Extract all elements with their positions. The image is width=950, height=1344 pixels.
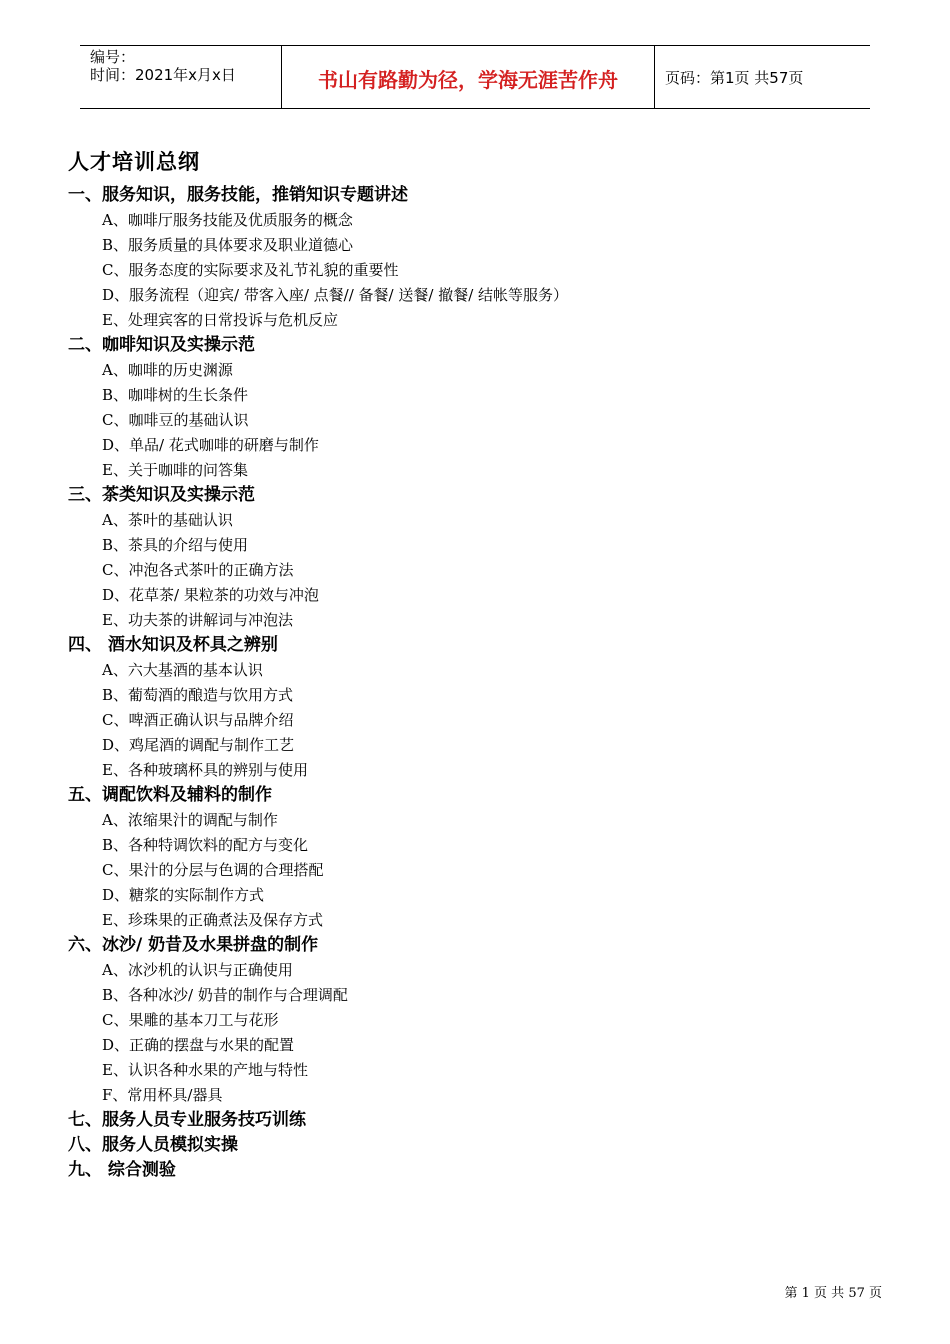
- outline-item: C、冲泡各式茶叶的正确方法: [102, 561, 294, 579]
- outline-item: D、单品/ 花式咖啡的研磨与制作: [102, 436, 319, 454]
- header-page-number: 页码：第1页 共57页: [665, 69, 804, 87]
- section-heading: 六、冰沙/ 奶昔及水果拼盘的制作: [68, 935, 319, 955]
- section-heading: 九、 综合测验: [68, 1160, 176, 1180]
- section-heading: 二、咖啡知识及实操示范: [68, 335, 255, 355]
- outline-item: A、六大基酒的基本认识: [102, 661, 263, 679]
- section-heading: 八、服务人员模拟实操: [68, 1135, 238, 1155]
- outline-item: C、咖啡豆的基础认识: [102, 411, 249, 429]
- outline-item: E、处理宾客的日常投诉与危机反应: [102, 311, 338, 329]
- section-heading: 五、调配饮料及辅料的制作: [68, 785, 272, 805]
- outline-item: B、各种特调饮料的配方与变化: [102, 836, 309, 854]
- section-heading: 一、服务知识，服务技能，推销知识专题讲述: [68, 185, 408, 205]
- section-heading: 七、服务人员专业服务技巧训练: [68, 1110, 306, 1130]
- training-outline: [68, 183, 868, 1183]
- section-heading: 三、茶类知识及实操示范: [68, 485, 255, 505]
- header-meta-cell: [80, 46, 280, 108]
- document-time-label: 时间：2021年x月x日: [90, 66, 236, 84]
- outline-item: A、咖啡厅服务技能及优质服务的概念: [102, 211, 353, 229]
- outline-item: E、功夫茶的讲解词与冲泡法: [102, 611, 293, 629]
- outline-item: B、茶具的介绍与使用: [102, 536, 249, 554]
- outline-item: C、服务态度的实际要求及礼节礼貌的重要性: [102, 261, 399, 279]
- outline-item: A、冰沙机的认识与正确使用: [102, 961, 293, 979]
- header-table: [80, 45, 870, 109]
- outline-item: B、咖啡树的生长条件: [102, 386, 249, 404]
- outline-item: C、果汁的分层与色调的合理搭配: [102, 861, 324, 879]
- outline-item: D、花草茶/ 果粒茶的功效与冲泡: [102, 586, 319, 604]
- page-footer: 第 1 页 共 57 页: [784, 1286, 882, 1301]
- section-heading: 四、 酒水知识及杯具之辨别: [68, 635, 278, 655]
- outline-item: A、茶叶的基础认识: [102, 511, 233, 529]
- outline-item: F、常用杯具/器具: [102, 1086, 223, 1104]
- header-motto: 书山有路勤为径，学海无涯苦作舟: [318, 68, 618, 92]
- outline-item: D、服务流程（迎宾/ 带客入座/ 点餐// 备餐/ 送餐/ 撤餐/ 结帐等服务）: [102, 286, 569, 304]
- outline-item: D、糖浆的实际制作方式: [102, 886, 265, 904]
- outline-item: E、认识各种水果的产地与特性: [102, 1061, 308, 1079]
- document-title: 人才培训总纲: [68, 150, 200, 174]
- outline-item: E、关于咖啡的问答集: [102, 461, 248, 479]
- outline-item: D、鸡尾酒的调配与制作工艺: [102, 736, 295, 754]
- outline-item: A、咖啡的历史渊源: [102, 361, 233, 379]
- header-page-cell: [655, 46, 870, 108]
- outline-item: C、果雕的基本刀工与花形: [102, 1011, 279, 1029]
- document-number-label: 编号：: [90, 48, 136, 66]
- header-motto-cell: [281, 46, 655, 108]
- outline-item: E、珍珠果的正确煮法及保存方式: [102, 911, 323, 929]
- outline-item: E、各种玻璃杯具的辨别与使用: [102, 761, 308, 779]
- outline-item: B、各种冰沙/ 奶昔的制作与合理调配: [102, 986, 348, 1004]
- outline-item: D、正确的摆盘与水果的配置: [102, 1036, 295, 1054]
- outline-item: C、啤酒正确认识与品牌介绍: [102, 711, 294, 729]
- outline-item: A、浓缩果汁的调配与制作: [102, 811, 278, 829]
- outline-item: B、葡萄酒的酿造与饮用方式: [102, 686, 294, 704]
- outline-item: B、服务质量的具体要求及职业道德心: [102, 236, 354, 254]
